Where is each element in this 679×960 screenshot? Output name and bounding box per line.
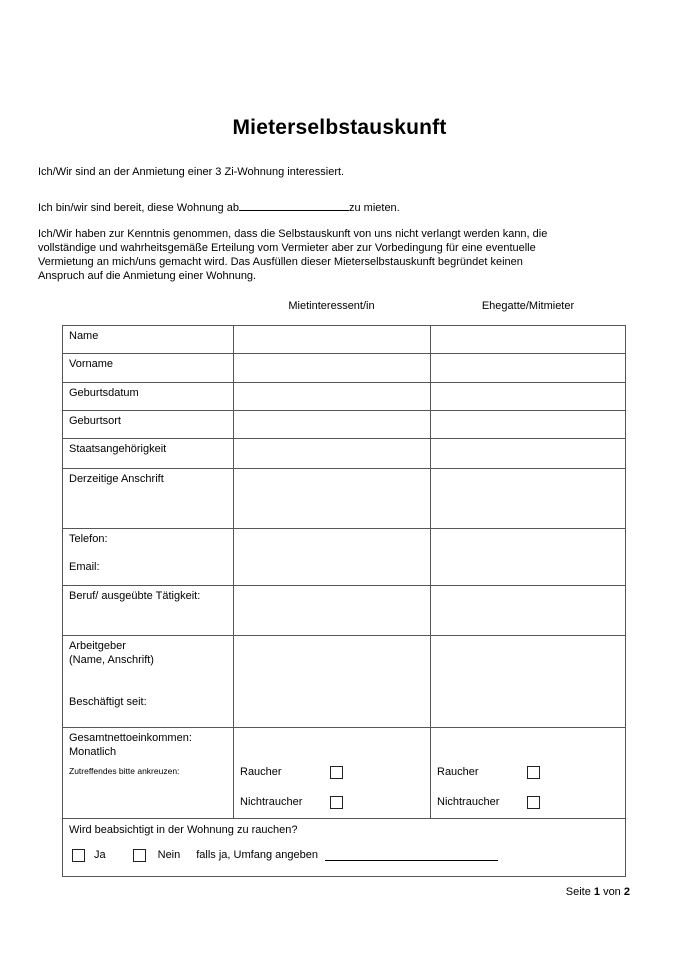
applicant-field-cell[interactable]: [234, 469, 431, 528]
nonsmoker-option-label: Nichtraucher: [240, 796, 303, 808]
intro-line-2-suffix: zu mieten.: [348, 202, 400, 214]
row-label-line: Beschäftigt seit:: [69, 696, 147, 708]
table-row-smoking-question: [63, 819, 625, 876]
smoking-question-text: Wird beabsichtigt in der Wohnung zu rauchen?: [69, 824, 298, 836]
notice-line: Vermietung an mich/uns gemacht wird. Das Ausfüllen dieser Mieterselbstauskunft begründet keinen: [38, 256, 523, 268]
intro-line-2: [38, 198, 400, 215]
smoking-yes-checkbox[interactable]: [72, 849, 85, 862]
row-label-line: [69, 667, 227, 681]
applicant-field-cell[interactable]: [234, 586, 431, 635]
applicant-field-cell[interactable]: [234, 728, 431, 761]
smoking-yes-label: Ja: [94, 849, 106, 861]
column-header-applicant: Mietinteressent/in: [288, 300, 375, 312]
smoking-no-label: Nein: [157, 849, 181, 861]
nonsmoker-checkbox-applicant[interactable]: [330, 796, 343, 809]
table-row: [63, 354, 625, 383]
row-label: [63, 439, 234, 468]
smoking-question-cell: [63, 819, 625, 876]
row-label: [63, 383, 234, 410]
form-title: Mieterselbstauskunft: [232, 116, 447, 139]
move-in-date-blank[interactable]: [239, 198, 349, 211]
applicant-smoker-cell: [234, 761, 431, 818]
row-label: [63, 586, 234, 635]
spouse-field-cell[interactable]: [431, 326, 625, 353]
row-label: [63, 636, 234, 727]
row-label-line: [69, 681, 227, 695]
nonsmoker-option-label: Nichtraucher: [437, 796, 500, 808]
row-label-line: Geburtsort: [69, 415, 121, 427]
spouse-smoker-cell: [431, 761, 625, 818]
row-label: [63, 469, 234, 528]
page-current: 1: [593, 886, 600, 898]
applicant-field-cell[interactable]: [234, 411, 431, 438]
table-row: [63, 383, 625, 411]
smoker-checkbox-spouse[interactable]: [527, 766, 540, 779]
spouse-field-cell[interactable]: [431, 383, 625, 410]
row-label-line: Derzeitige Anschrift: [69, 473, 164, 485]
spouse-field-cell[interactable]: [431, 469, 625, 528]
applicant-field-cell[interactable]: [234, 326, 431, 353]
smoker-checkbox-applicant[interactable]: [330, 766, 343, 779]
row-label-line: Staatsangehörigkeit: [69, 443, 167, 455]
applicant-field-cell[interactable]: [234, 383, 431, 410]
row-label: [63, 354, 234, 382]
table-row: [63, 326, 625, 354]
row-label-line: Beruf/ ausgeübte Tätigkeit:: [69, 590, 201, 602]
table-row: [63, 439, 625, 469]
table-row: [63, 469, 625, 529]
table-rows: [63, 326, 625, 761]
spouse-field-cell[interactable]: [431, 636, 625, 727]
row-label-line: Arbeitgeber: [69, 640, 126, 652]
smoking-no-checkbox[interactable]: [133, 849, 146, 862]
row-label-line: [69, 546, 227, 560]
table-row: [63, 586, 625, 636]
notice-line: Anspruch auf die Anmietung einer Wohnung.: [38, 270, 257, 282]
spouse-field-cell[interactable]: [431, 354, 625, 382]
page-number: [566, 886, 630, 898]
applicant-field-cell[interactable]: [234, 529, 431, 585]
page-of-word: von: [603, 886, 621, 898]
column-header-spouse: Ehegatte/Mitmieter: [481, 300, 575, 312]
smoker-option-label: Raucher: [437, 766, 479, 778]
notice-paragraph: [38, 227, 623, 283]
spouse-field-cell[interactable]: [431, 586, 625, 635]
notice-line: vollständige und wahrheitsgemäße Erteilung vom Vermieter aber zur Vorbedingung für eine eventuelle: [38, 242, 536, 254]
smoking-extent-label: falls ja, Umfang angeben: [196, 849, 318, 861]
row-label-line: Telefon:: [69, 533, 108, 545]
spouse-field-cell[interactable]: [431, 439, 625, 468]
spouse-field-cell[interactable]: [431, 411, 625, 438]
nonsmoker-checkbox-spouse[interactable]: [527, 796, 540, 809]
applicant-field-cell[interactable]: [234, 636, 431, 727]
table-row: [63, 728, 625, 761]
row-label-line: Vorname: [69, 358, 114, 370]
applicant-field-cell[interactable]: [234, 354, 431, 382]
row-label-line: Gesamtnettoeinkommen:: [69, 732, 192, 744]
page-total: 2: [623, 886, 630, 898]
spouse-field-cell[interactable]: [431, 529, 625, 585]
smoking-extent-blank[interactable]: [325, 860, 498, 861]
applicant-field-cell[interactable]: [234, 439, 431, 468]
notice-line: Ich/Wir haben zur Kenntnis genommen, dass die Selbstauskunft von uns nicht verlangt werden kann, die: [38, 228, 548, 240]
row-label: [63, 728, 234, 761]
row-label: Zutreffendes bitte ankreuzen:: [63, 761, 234, 818]
table-row: [63, 411, 625, 439]
table-row: [63, 529, 625, 586]
row-label-line: Monatlich: [69, 746, 117, 758]
table-row: [63, 636, 625, 728]
spouse-field-cell[interactable]: [431, 728, 625, 761]
row-label: [63, 411, 234, 438]
intro-line-1: Ich/Wir sind an der Anmietung einer 3 Zi-Wohnung interessiert.: [38, 166, 345, 178]
row-label-line: Name: [69, 330, 99, 342]
smoker-option-label: Raucher: [240, 766, 282, 778]
page-word: Seite: [565, 886, 591, 898]
intro-line-2-prefix: Ich bin/wir sind bereit, diese Wohnung ab: [38, 202, 239, 214]
row-label: [63, 326, 234, 353]
table-row-smoker: [63, 761, 625, 819]
row-label-line: Geburtsdatum: [69, 387, 139, 399]
applicant-table: [62, 325, 626, 877]
row-label-line: Email:: [69, 561, 100, 573]
row-label: [63, 529, 234, 585]
row-label-line: (Name, Anschrift): [69, 654, 154, 666]
